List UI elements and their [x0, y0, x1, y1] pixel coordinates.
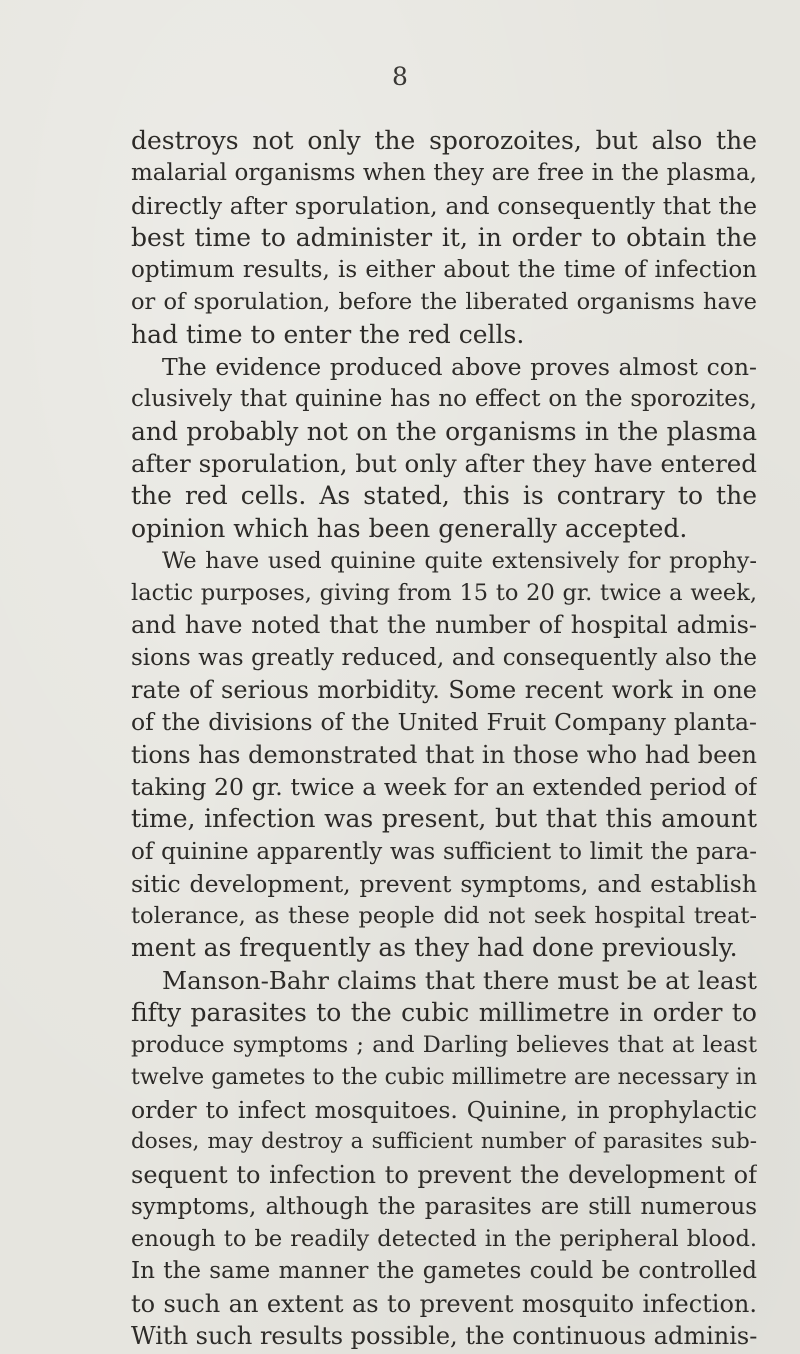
- text-line: and probably not on the organisms in the plasma: [131, 416, 757, 446]
- text-line: after sporulation, but only after they have entered: [131, 448, 757, 478]
- text-line: sitic development, prevent symptoms, and establish: [131, 869, 757, 898]
- text-line: best time to administer it, in order to obtain the: [131, 222, 757, 252]
- text-line: rate of serious morbidity. Some recent work in one: [131, 676, 757, 705]
- text-line: to such an extent as to prevent mosquito infection.: [131, 1289, 757, 1318]
- text-line: tions has demonstrated that in those who had been: [131, 740, 757, 769]
- text-line: had time to enter the red cells.: [131, 319, 525, 349]
- text-line: taking 20 gr. twice a week for an extended period of: [131, 772, 757, 801]
- text-line: malarial organisms when they are free in the plasma,: [131, 160, 757, 187]
- text-line: of the divisions of the United Fruit Company planta-: [131, 708, 757, 737]
- text-line: sions was greatly reduced, and consequently also the: [131, 644, 757, 671]
- text-line: tolerance, as these people did not seek hospital treat-: [131, 903, 757, 930]
- text-line: clusively that quinine has no effect on the sporozites,: [131, 386, 757, 413]
- text-line: time, infection was present, but that this amount: [131, 804, 757, 834]
- text-line: opinion which has been generally accepted.: [131, 513, 688, 543]
- text-line: and have noted that the number of hospital admis-: [131, 611, 757, 640]
- page-number: 8: [392, 62, 408, 91]
- text-line: directly after sporulation, and consequently that the: [131, 191, 757, 220]
- text-line: sequent to infection to prevent the development of: [131, 1160, 757, 1189]
- text-line: In the same manner the gametes could be controlled: [131, 1258, 757, 1285]
- text-line: Manson-Bahr claims that there must be at least: [162, 965, 757, 995]
- text-line: twelve gametes to the cubic millimetre are necessary in: [131, 1064, 757, 1090]
- text-line: doses, may destroy a sufficient number of parasites sub-: [131, 1129, 757, 1155]
- text-line: the red cells. As stated, this is contrary to the: [131, 481, 757, 511]
- text-line: We have used quinine quite extensively for prophy-: [162, 547, 757, 574]
- text-line: of quinine apparently was sufficient to limit the para-: [131, 838, 757, 865]
- text-line: ment as frequently as they had done previously.: [131, 933, 738, 963]
- text-line: enough to be readily detected in the peripheral blood.: [131, 1226, 757, 1253]
- text-line: symptoms, although the parasites are still numerous: [131, 1193, 757, 1220]
- text-line: optimum results, is either about the time of infection: [131, 257, 757, 284]
- text-line: destroys not only the sporozoites, but also the: [131, 126, 757, 155]
- text-line: With such results possible, the continuous adminis-: [131, 1321, 757, 1350]
- text-line: lactic purposes, giving from 15 to 20 gr. twice a week,: [131, 580, 757, 607]
- text-line: produce symptoms ; and Darling believes that at least: [131, 1032, 757, 1059]
- text-line: The evidence produced above proves almost con-: [162, 353, 757, 382]
- text-line: order to infect mosquitoes. Quinine, in prophylactic: [131, 1095, 757, 1124]
- text-line: fifty parasites to the cubic millimetre in order to: [131, 998, 757, 1028]
- text-line: or of sporulation, before the liberated organisms have: [131, 289, 757, 316]
- body-text: [131, 125, 757, 1352]
